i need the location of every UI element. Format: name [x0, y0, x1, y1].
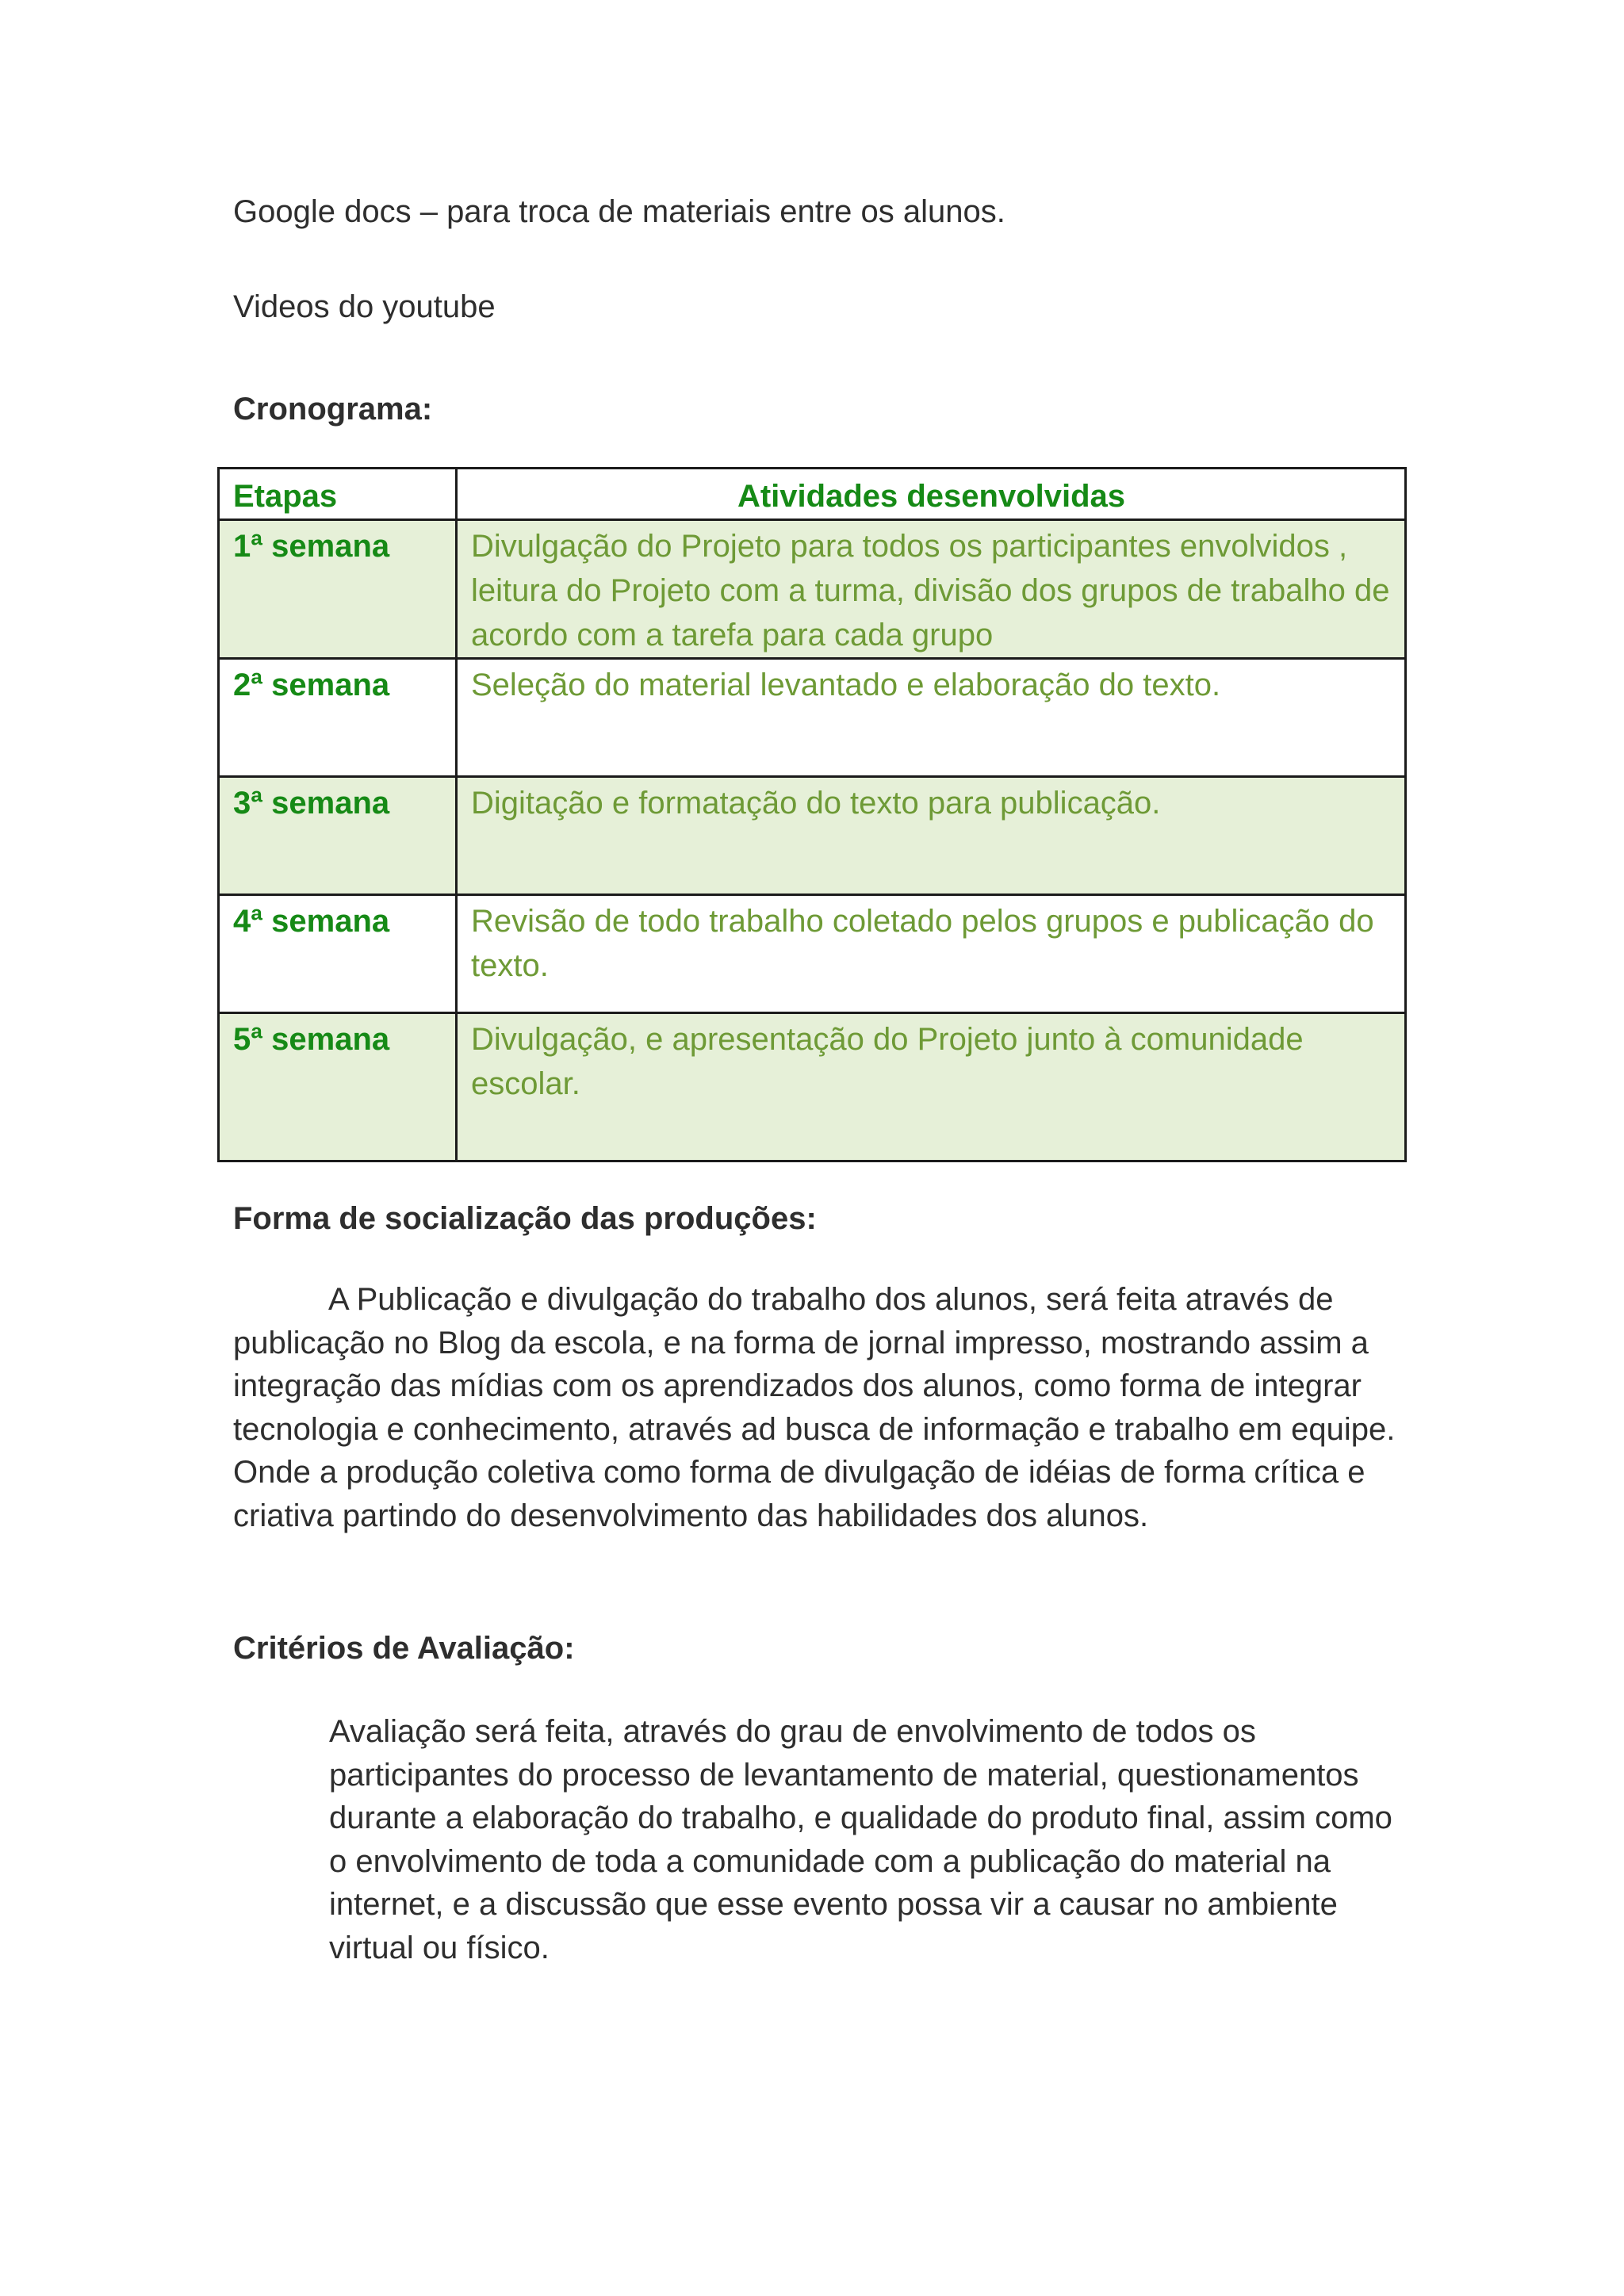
cronograma-heading: Cronograma: [233, 392, 433, 427]
column-header-atividades: Atividades desenvolvidas [457, 469, 1406, 520]
activity-cell: Revisão de todo trabalho coletado pelos grupos e publicação do texto. [457, 895, 1406, 1013]
activity-cell: Divulgação, e apresentação do Projeto junto à comunidade escolar. [457, 1013, 1406, 1161]
table-row [219, 659, 1406, 777]
intro-line-google-docs: Google docs – para troca de materiais entre os alunos. [233, 194, 1005, 229]
avaliacao-heading: Critérios de Avaliação: [233, 1631, 575, 1666]
week-label: 1ª semana [219, 520, 457, 659]
week-label: 5ª semana [219, 1013, 457, 1161]
week-label: 3ª semana [219, 777, 457, 895]
intro-line-youtube: Videos do youtube [233, 289, 496, 324]
table-row [219, 1013, 1406, 1161]
schedule-table [217, 467, 1407, 1162]
table-header-row [219, 469, 1406, 520]
activity-cell: Digitação e formatação do texto para publicação. [457, 777, 1406, 895]
socializacao-body: A Publicação e divulgação do trabalho dos alunos, será feita através de publicação no Blog da escola, e na forma de jornal impresso, mostrando assim a integração das mídias com os aprendizados dos alunos, como forma de integrar tecnologia e conhecimento, através ad busca de informação e trabalho em equipe. Onde a produção coletiva como forma de divulgação de idéias de forma crítica e criativa partindo do desenvolvimento das habilidades dos alunos. [233, 1282, 1396, 1533]
week-label: 2ª semana [219, 659, 457, 777]
socializacao-paragraph [233, 1278, 1399, 1537]
activity-cell: Seleção do material levantado e elaboração do texto. [457, 659, 1406, 777]
activity-cell: Divulgação do Projeto para todos os participantes envolvidos , leitura do Projeto com a turma, divisão dos grupos de trabalho de acordo com a tarefa para cada grupo [457, 520, 1406, 659]
avaliacao-paragraph [329, 1710, 1415, 1969]
column-header-etapas: Etapas [219, 469, 457, 520]
table-row [219, 895, 1406, 1013]
table-row [219, 520, 1406, 659]
week-label: 4ª semana [219, 895, 457, 1013]
table-row [219, 777, 1406, 895]
socializacao-heading: Forma de socialização das produções: [233, 1201, 817, 1236]
avaliacao-body: Avaliação será feita, através do grau de envolvimento de todos os participantes do processo de levantamento de material, questionamentos durante a elaboração do trabalho, e qualidade do produto final, assim como o envolvimento de toda a comunidade com a publicação do material na internet, e a discussão que esse evento possa vir a causar no ambiente virtual ou físico. [329, 1714, 1392, 1965]
